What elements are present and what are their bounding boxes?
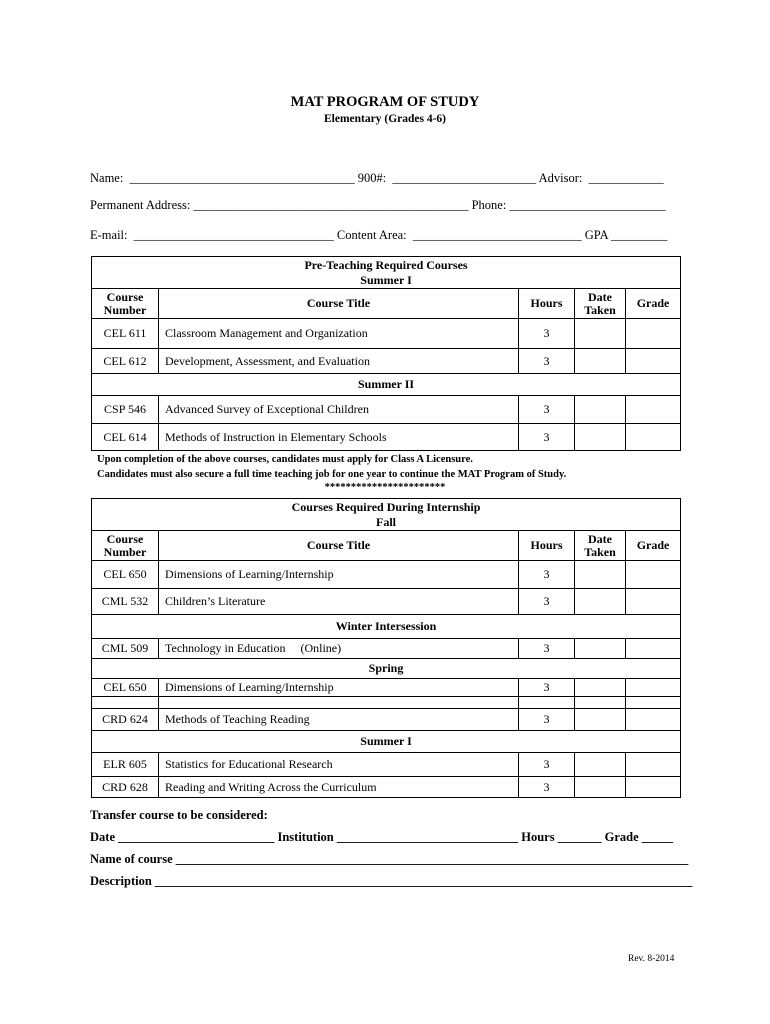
table-row: CRD 624 Methods of Teaching Reading 3 bbox=[92, 709, 681, 731]
grade-cell[interactable] bbox=[626, 697, 681, 709]
date-taken-cell[interactable] bbox=[575, 561, 626, 589]
pre-teaching-heading-row bbox=[92, 257, 681, 289]
table-row: CEL 612 Development, Assessment, and Evaluation 3 bbox=[92, 349, 681, 374]
transfer-description-line[interactable]: Description ______________________________________________________________________________________ bbox=[90, 874, 693, 888]
pre-teaching-table bbox=[91, 256, 681, 451]
column-header-row bbox=[92, 531, 681, 561]
grade-cell[interactable] bbox=[626, 396, 681, 424]
note-line-1: Upon completion of the above courses, candidates must apply for Class A Licensure. bbox=[97, 454, 473, 465]
transfer-course-name-line[interactable]: Name of course __________________________________________________________________________________ bbox=[90, 852, 689, 866]
name-900-advisor-line[interactable]: Name: ____________________________________ 900#: _______________________ Advisor: ____________ bbox=[90, 171, 664, 185]
internship-heading-row bbox=[92, 499, 681, 531]
separator-stars: *********************** bbox=[324, 482, 446, 493]
date-taken-cell[interactable] bbox=[575, 639, 626, 659]
section-winter-intersession: Winter Intersession bbox=[92, 615, 681, 639]
section-row bbox=[92, 731, 681, 753]
date-taken-cell[interactable] bbox=[575, 679, 626, 697]
date-taken-cell[interactable] bbox=[575, 709, 626, 731]
section-row bbox=[92, 659, 681, 679]
table-row: CEL 614 Methods of Instruction in Elementary Schools 3 bbox=[92, 424, 681, 451]
col-hours: Hours bbox=[519, 531, 575, 561]
table-row: CEL 650 Dimensions of Learning/Internship 3 bbox=[92, 679, 681, 697]
col-grade: Grade bbox=[626, 289, 681, 319]
table-row: CML 509 Technology in Education (Online) 3 bbox=[92, 639, 681, 659]
table-row: CEL 611 Classroom Management and Organization 3 bbox=[92, 319, 681, 349]
date-taken-cell[interactable] bbox=[575, 697, 626, 709]
grade-cell[interactable] bbox=[626, 424, 681, 451]
grade-cell[interactable] bbox=[626, 561, 681, 589]
date-taken-cell[interactable] bbox=[575, 589, 626, 615]
grade-cell[interactable] bbox=[626, 777, 681, 798]
grade-cell[interactable] bbox=[626, 319, 681, 349]
licensure-notes bbox=[97, 452, 566, 482]
grade-cell[interactable] bbox=[626, 349, 681, 374]
pre-teaching-heading: Pre-Teaching Required Courses Summer I bbox=[92, 257, 681, 289]
internship-table bbox=[91, 498, 681, 798]
section-row bbox=[92, 374, 681, 396]
page-subtitle: Elementary (Grades 4-6) bbox=[324, 113, 446, 125]
grade-cell[interactable] bbox=[626, 589, 681, 615]
col-date-taken: Date Taken bbox=[575, 531, 626, 561]
column-header-row bbox=[92, 289, 681, 319]
table-row: CRD 628 Reading and Writing Across the Curriculum 3 bbox=[92, 777, 681, 798]
col-course-number: Course Number bbox=[92, 289, 159, 319]
email-content-gpa-line[interactable]: E-mail: ________________________________ Content Area: ___________________________ GPA _________ bbox=[90, 228, 668, 242]
date-taken-cell[interactable] bbox=[575, 396, 626, 424]
address-phone-line[interactable]: Permanent Address: ____________________________________________ Phone: _________________________ bbox=[90, 198, 666, 212]
blank-row bbox=[92, 697, 681, 709]
table-row: CML 532 Children’s Literature 3 bbox=[92, 589, 681, 615]
date-taken-cell[interactable] bbox=[575, 349, 626, 374]
col-course-title: Course Title bbox=[159, 289, 519, 319]
grade-cell[interactable] bbox=[626, 709, 681, 731]
section-summer-i: Summer I bbox=[92, 731, 681, 753]
section-row bbox=[92, 615, 681, 639]
col-grade: Grade bbox=[626, 531, 681, 561]
col-hours: Hours bbox=[519, 289, 575, 319]
col-date-taken: Date Taken bbox=[575, 289, 626, 319]
page-title: MAT PROGRAM OF STUDY bbox=[290, 94, 480, 110]
section-spring: Spring bbox=[92, 659, 681, 679]
table-row: ELR 605 Statistics for Educational Research 3 bbox=[92, 753, 681, 777]
revision-label: Rev. 8-2014 bbox=[628, 954, 675, 964]
transfer-date-institution-line[interactable]: Date _________________________ Institution _____________________________ Hours _______ Grade _____ bbox=[90, 830, 673, 844]
section-summer-ii: Summer II bbox=[92, 374, 681, 396]
col-course-number: Course Number bbox=[92, 531, 159, 561]
table-row: CSP 546 Advanced Survey of Exceptional Children 3 bbox=[92, 396, 681, 424]
note-line-2: Candidates must also secure a full time teaching job for one year to continue the MAT Program of Study. bbox=[97, 469, 567, 480]
date-taken-cell[interactable] bbox=[575, 777, 626, 798]
grade-cell[interactable] bbox=[626, 639, 681, 659]
internship-heading: Courses Required During Internship Fall bbox=[92, 499, 681, 531]
date-taken-cell[interactable] bbox=[575, 424, 626, 451]
grade-cell[interactable] bbox=[626, 679, 681, 697]
date-taken-cell[interactable] bbox=[575, 319, 626, 349]
date-taken-cell[interactable] bbox=[575, 753, 626, 777]
table-row: CEL 650 Dimensions of Learning/Internship 3 bbox=[92, 561, 681, 589]
transfer-heading: Transfer course to be considered: bbox=[90, 808, 268, 822]
col-course-title: Course Title bbox=[159, 531, 519, 561]
grade-cell[interactable] bbox=[626, 753, 681, 777]
